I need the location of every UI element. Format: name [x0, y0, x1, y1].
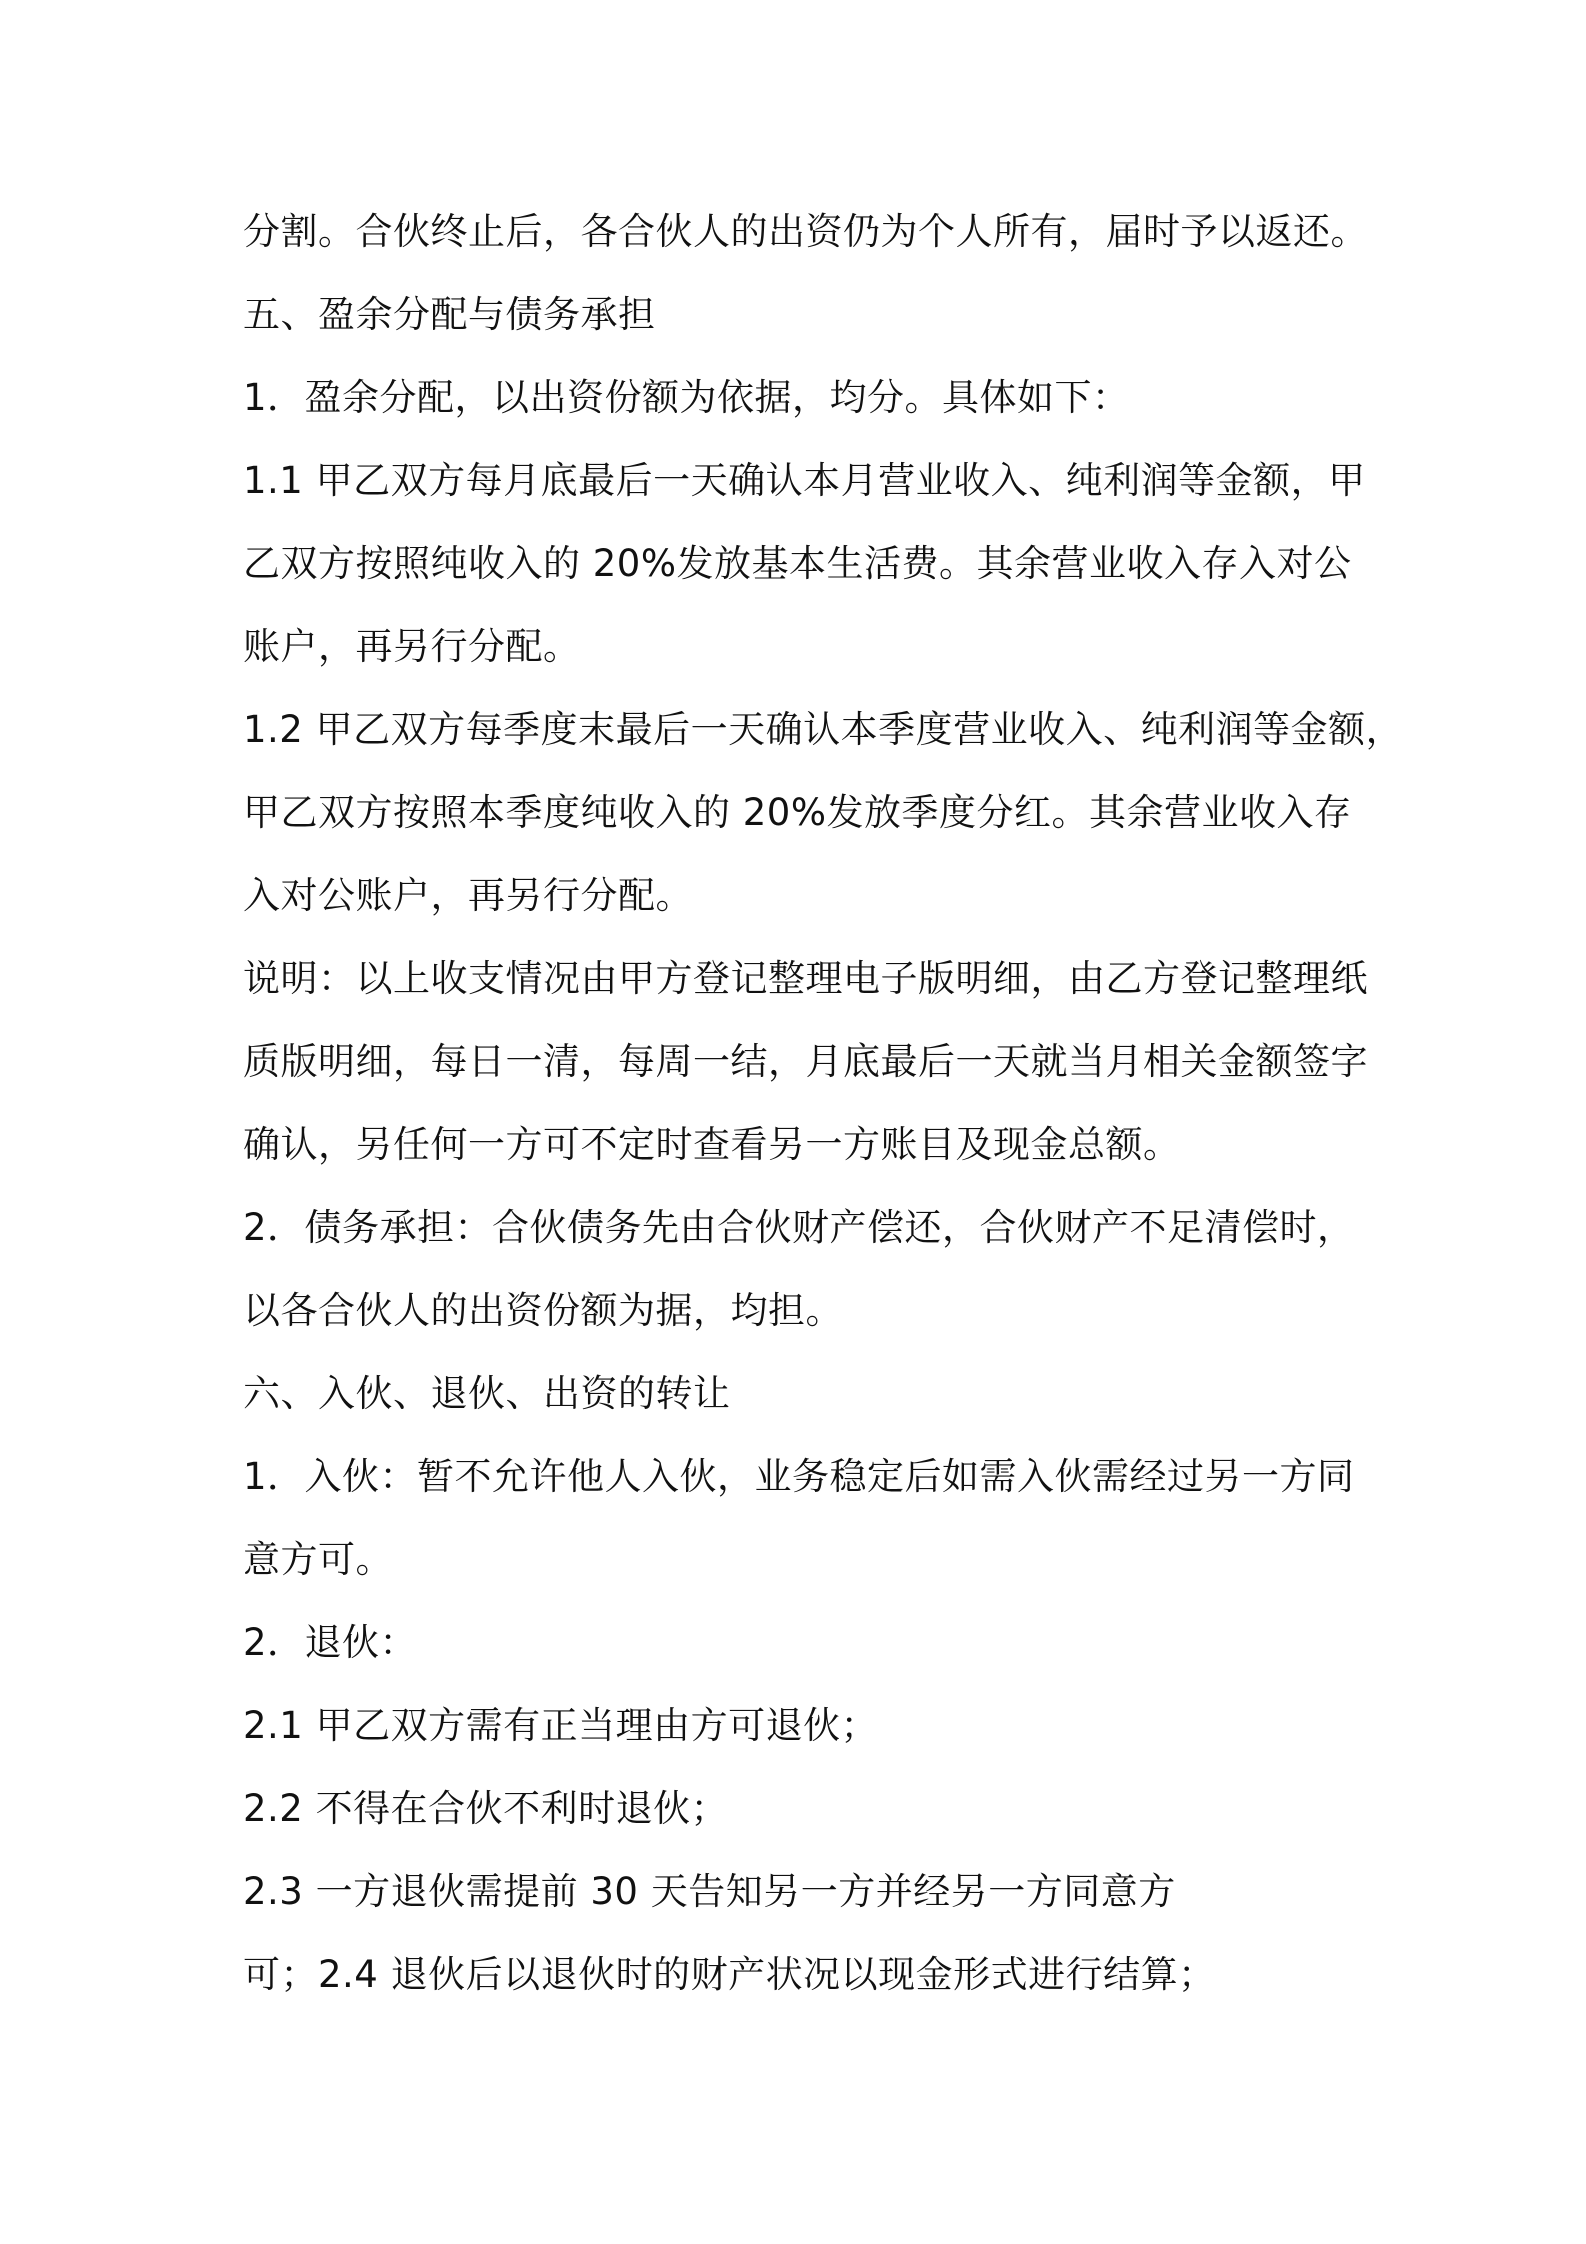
text-line: 2.2 不得在合伙不利时退伙；	[243, 1787, 729, 1830]
text-line: 2．退伙：	[243, 1621, 418, 1664]
text-line: 2．债务承担：合伙债务先由合伙财产偿还，合伙财产不足清偿时，	[243, 1206, 1355, 1249]
text-line: 以各合伙人的出资份额为据，均担。	[243, 1289, 843, 1332]
text-line: 可；2.4 退伙后以退伙时的财产状况以现金形式进行结算；	[243, 1953, 1216, 1996]
text-line: 1．盈余分配，以出资份额为依据，均分。具体如下：	[243, 376, 1130, 419]
text-line: 分割。合伙终止后，各合伙人的出资仍为个人所有，届时予以返还。	[243, 210, 1368, 253]
section-heading: 六、入伙、退伙、出资的转让	[243, 1372, 731, 1415]
text-line: 入对公账户，再另行分配。	[243, 874, 693, 917]
text-line: 2.3 一方退伙需提前 30 天告知另一方并经另一方同意方	[243, 1870, 1176, 1913]
text-line: 确认，另任何一方可不定时查看另一方账目及现金总额。	[243, 1123, 1181, 1166]
text-line: 甲乙双方按照本季度纯收入的 20%发放季度分红。其余营业收入存	[243, 791, 1352, 834]
text-line: 账户，再另行分配。	[243, 625, 581, 668]
text-line: 1．入伙：暂不允许他人入伙，业务稳定后如需入伙需经过另一方同	[243, 1455, 1355, 1498]
section-heading: 五、盈余分配与债务承担	[243, 293, 656, 336]
document-body	[243, 197, 1404, 2023]
text-line: 1.2 甲乙双方每季度末最后一天确认本季度营业收入、纯利润等金额，	[243, 708, 1404, 751]
text-line: 意方可。	[243, 1538, 393, 1581]
text-line: 2.1 甲乙双方需有正当理由方可退伙；	[243, 1704, 879, 1747]
text-line: 质版明细，每日一清，每周一结，月底最后一天就当月相关金额签字	[243, 1040, 1368, 1083]
text-line: 1.1 甲乙双方每月底最后一天确认本月营业收入、纯利润等金额，甲	[243, 459, 1366, 502]
text-line: 说明：以上收支情况由甲方登记整理电子版明细，由乙方登记整理纸	[243, 957, 1368, 1000]
text-line: 乙双方按照纯收入的 20%发放基本生活费。其余营业收入存入对公	[243, 542, 1352, 585]
